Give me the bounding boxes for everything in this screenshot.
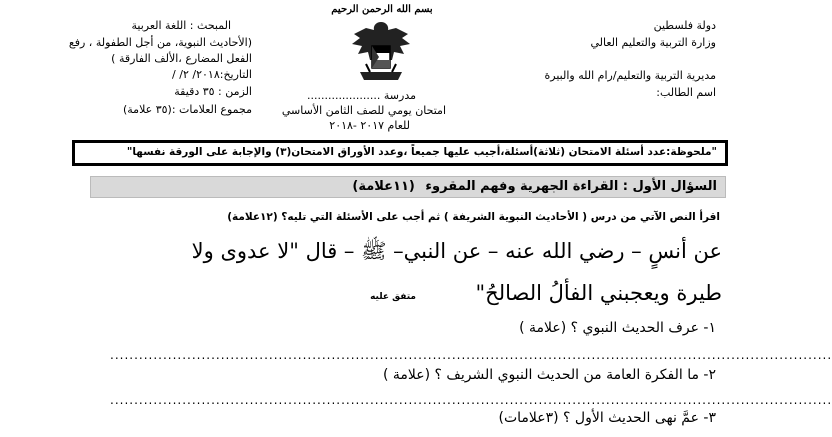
exam-year: للعام ٢٠١٧ -٢٠١٨ bbox=[329, 119, 410, 132]
answer-line-1[interactable]: ...................................................................................................................................................... bbox=[110, 348, 832, 362]
question-item-3: ٣- عمَّ نهى الحديث الأول ؟ (٣علامات) bbox=[498, 410, 716, 426]
palestine-emblem-icon bbox=[348, 16, 414, 88]
question-1-title bbox=[352, 179, 717, 194]
basmala: بسم الله الرحمن الرحيم bbox=[331, 4, 433, 15]
school-field: مدرسة ..................... bbox=[306, 89, 416, 102]
topic-line-2: الفعل المضارع ،الألف الفارقة ) bbox=[111, 52, 252, 65]
hadith-line-2: طيرة ويعجبني الفألُ الصالحُ" bbox=[475, 281, 722, 305]
subject: المبحث : اللغة العربية bbox=[131, 19, 231, 32]
question-1-instruction: اقرأ النص الآتي من درس ( الأحاديث النبوية الشريفة ) ثم أجب على الأسئلة التي تليه؟ (١٢علامة) bbox=[227, 211, 720, 223]
note-box bbox=[72, 140, 728, 166]
student-name-label: اسم الطالب: bbox=[656, 86, 716, 99]
question-1-title-text: السؤال الأول : القراءة الجهرية وفهم المقروء bbox=[425, 179, 717, 194]
topic-line-1: (الأحاديث النبوية، من أجل الطفولة ، رفع bbox=[68, 36, 252, 49]
hadith-line-1: عن أنسٍ – رضي الله عنه – عن النبي– ﷺ – قال "لا عدوى ولا bbox=[191, 239, 722, 263]
note-text: "ملحوظة:عدد أسئلة الامتحان (ثلاثة)أسئلة،أجيب عليها جميعاً ،وعدد الأوراق الامتحان(٣) والإجابة على الورقة نفسها" bbox=[126, 146, 717, 158]
exam-date: التاريخ:٢٠١٨/ ٢/ / bbox=[172, 68, 252, 81]
answer-line-2[interactable]: ...................................................................................................................................................... bbox=[110, 393, 832, 407]
hadith-source: متفق عليه bbox=[370, 292, 416, 302]
question-item-2: ٢- ما الفكرة العامة من الحديث النبوي الشريف ؟ (علامة ) bbox=[382, 367, 716, 383]
question-1-marks: (١١علامة) bbox=[352, 179, 415, 194]
header-directorate: مديرية التربية والتعليم/رام الله والبيرة bbox=[544, 69, 716, 82]
exam-time: الزمن : ٣٥ دقيقة bbox=[174, 85, 252, 98]
question-1-banner bbox=[90, 176, 726, 198]
total-marks: مجموع العلامات :(٣٥ علامة) bbox=[122, 103, 252, 116]
question-item-1: ١- عرف الحديث النبوي ؟ (علامة ) bbox=[519, 320, 716, 336]
exam-title: امتحان يومي للصف الثامن الأساسي bbox=[281, 104, 446, 117]
header-ministry: وزارة التربية والتعليم العالي bbox=[590, 36, 716, 49]
header-country: دولة فلسطين bbox=[653, 19, 716, 32]
